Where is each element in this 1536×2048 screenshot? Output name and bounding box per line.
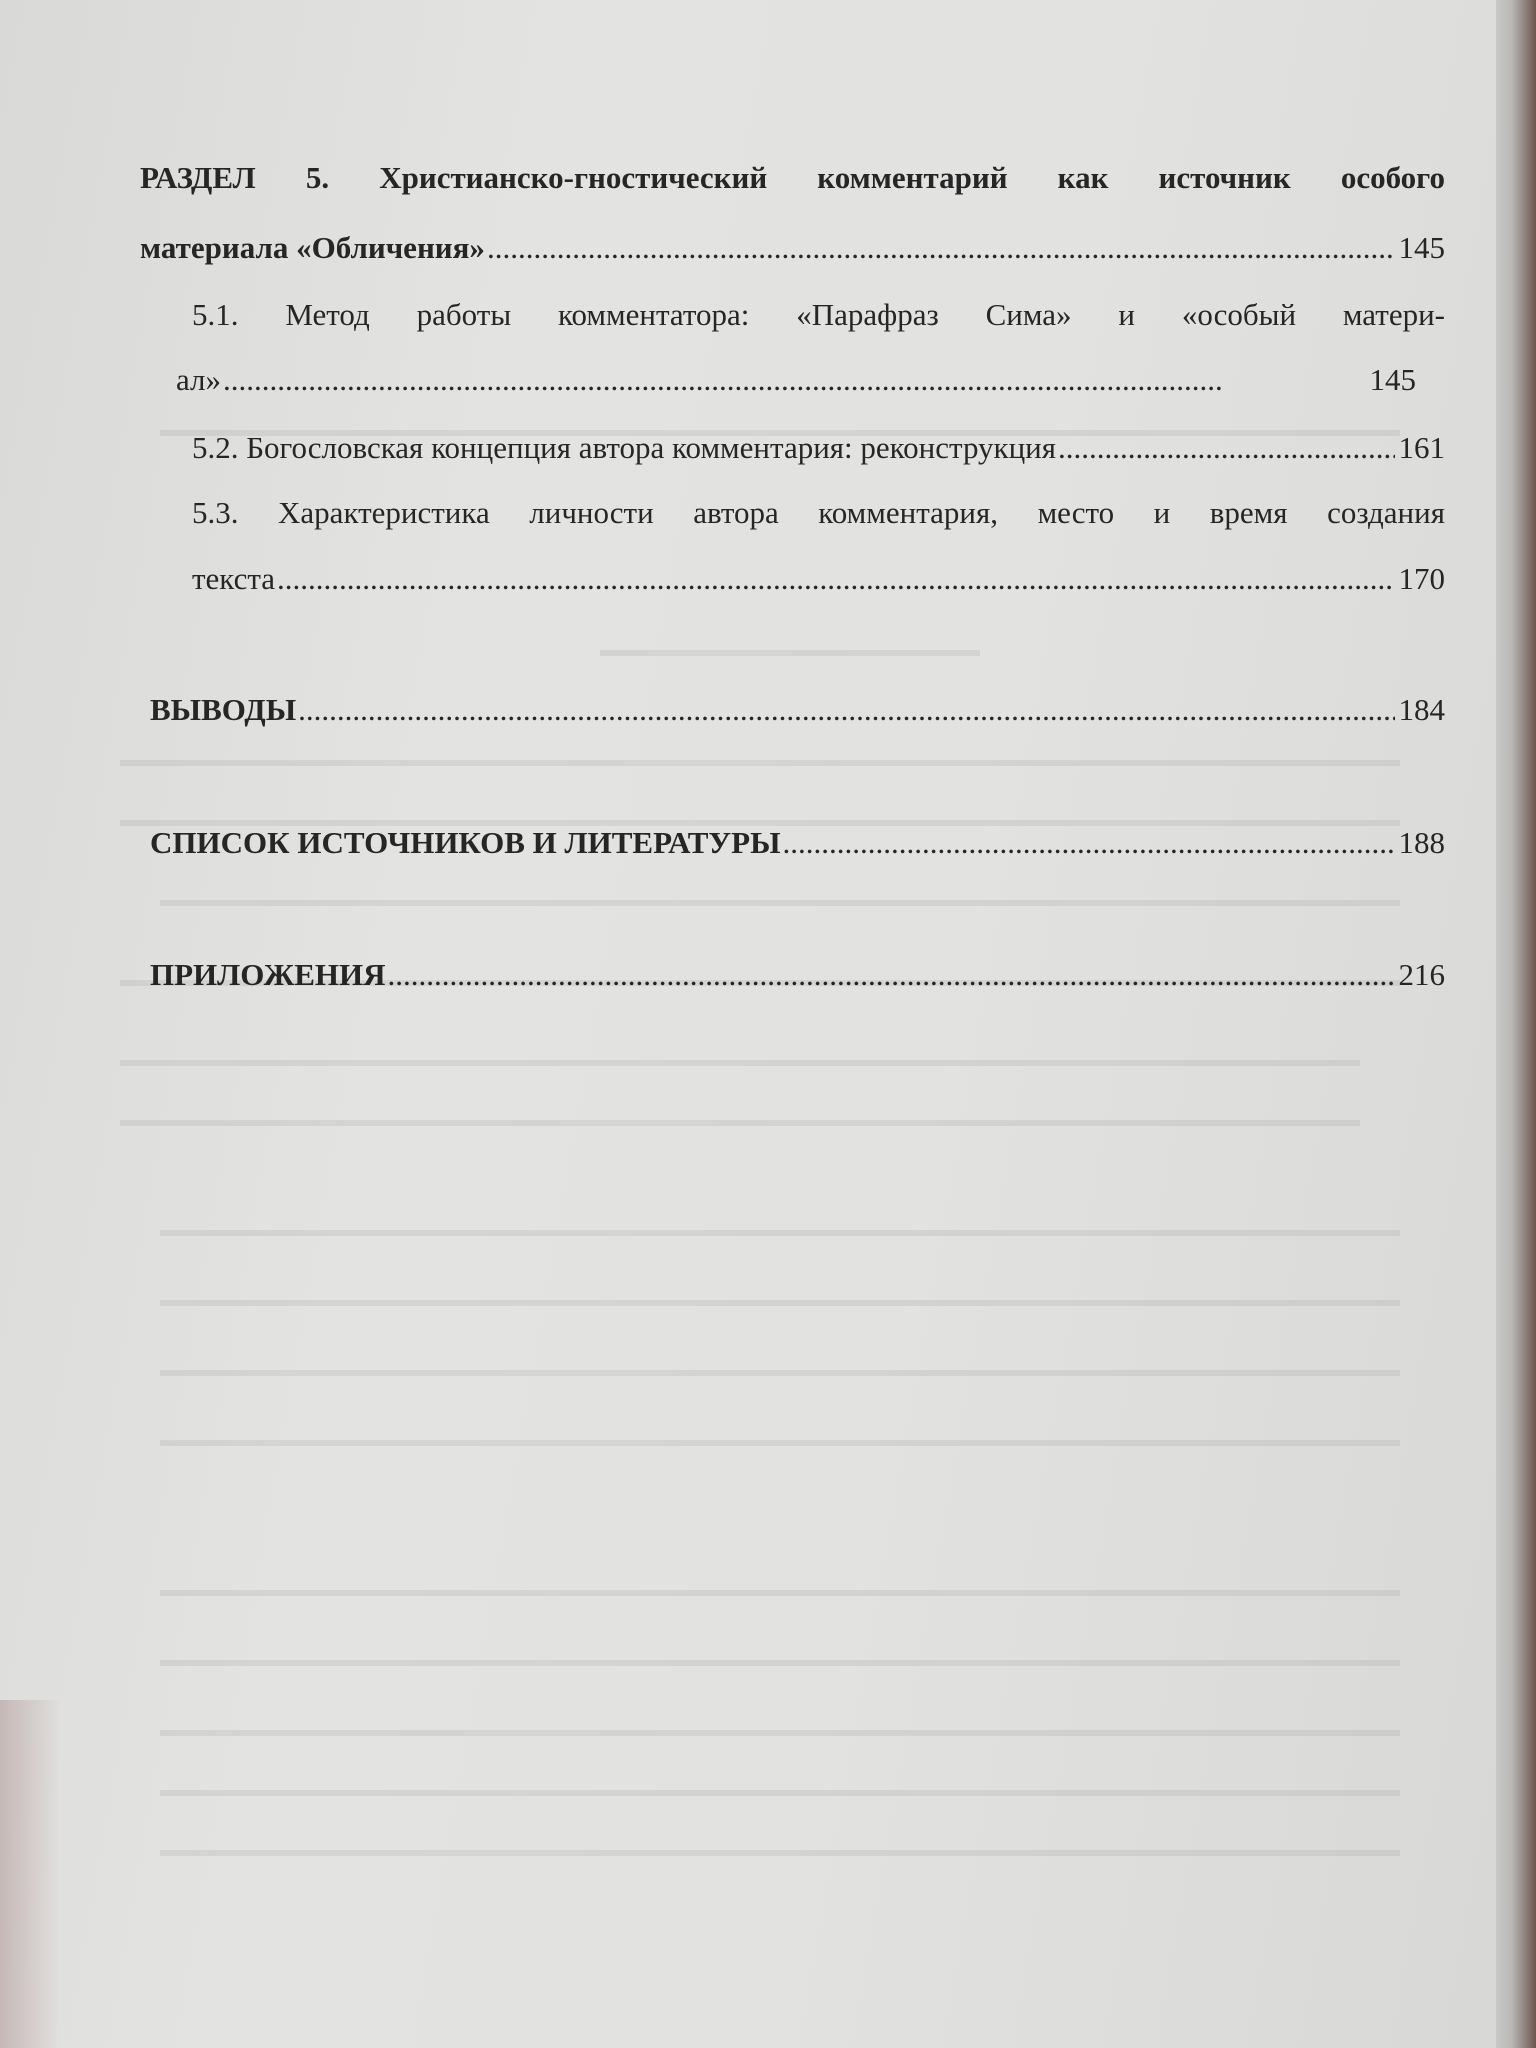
toc-sub53-title: 5.3. Характеристика личности автора комментария, место и время создания xyxy=(192,495,1445,530)
toc-sub51-line2 xyxy=(176,362,1416,398)
toc-bibliography-page: 188 xyxy=(1398,825,1445,860)
toc-section5-title-cont: материала «Обличения» xyxy=(140,230,485,265)
dot-leader xyxy=(223,362,1223,398)
toc-section5-page: 145 xyxy=(1398,230,1445,265)
toc-sub51-line1 xyxy=(192,297,1445,333)
toc-bibliography-label: СПИСОК ИСТОЧНИКОВ И ЛИТЕРАТУРЫ xyxy=(150,825,781,860)
toc-section5-line1 xyxy=(140,160,1445,196)
toc-sub51-title: 5.1. Метод работы комментатора: «Парафраз Сима» и «особый матери- xyxy=(192,297,1445,332)
dot-leader xyxy=(487,230,1395,266)
toc-sub53-page: 170 xyxy=(1398,561,1445,596)
bleed-through-texture xyxy=(120,420,1440,1980)
page-shadow xyxy=(0,1700,60,2048)
toc-sub52-title: 5.2. Богословская концепция автора комментария: реконструкция xyxy=(192,430,1057,465)
toc-sub53-title-cont: текста xyxy=(192,561,276,596)
toc-appendices-page: 216 xyxy=(1398,957,1445,992)
toc-conclusions-label: ВЫВОДЫ xyxy=(150,692,297,727)
toc-sub51-page: 145 xyxy=(1369,362,1416,397)
toc-section5-title: РАЗДЕЛ 5. Христианско-гностический комментарий как источник особого xyxy=(140,160,1445,195)
toc-conclusions-page: 184 xyxy=(1398,692,1445,727)
toc-sub52-page: 161 xyxy=(1398,430,1445,465)
toc-appendices-label: ПРИЛОЖЕНИЯ xyxy=(150,957,386,992)
toc-section5-line2 xyxy=(140,230,1445,266)
toc-sub51-title-cont: ал» xyxy=(176,362,222,397)
page-edge xyxy=(1496,0,1536,2048)
